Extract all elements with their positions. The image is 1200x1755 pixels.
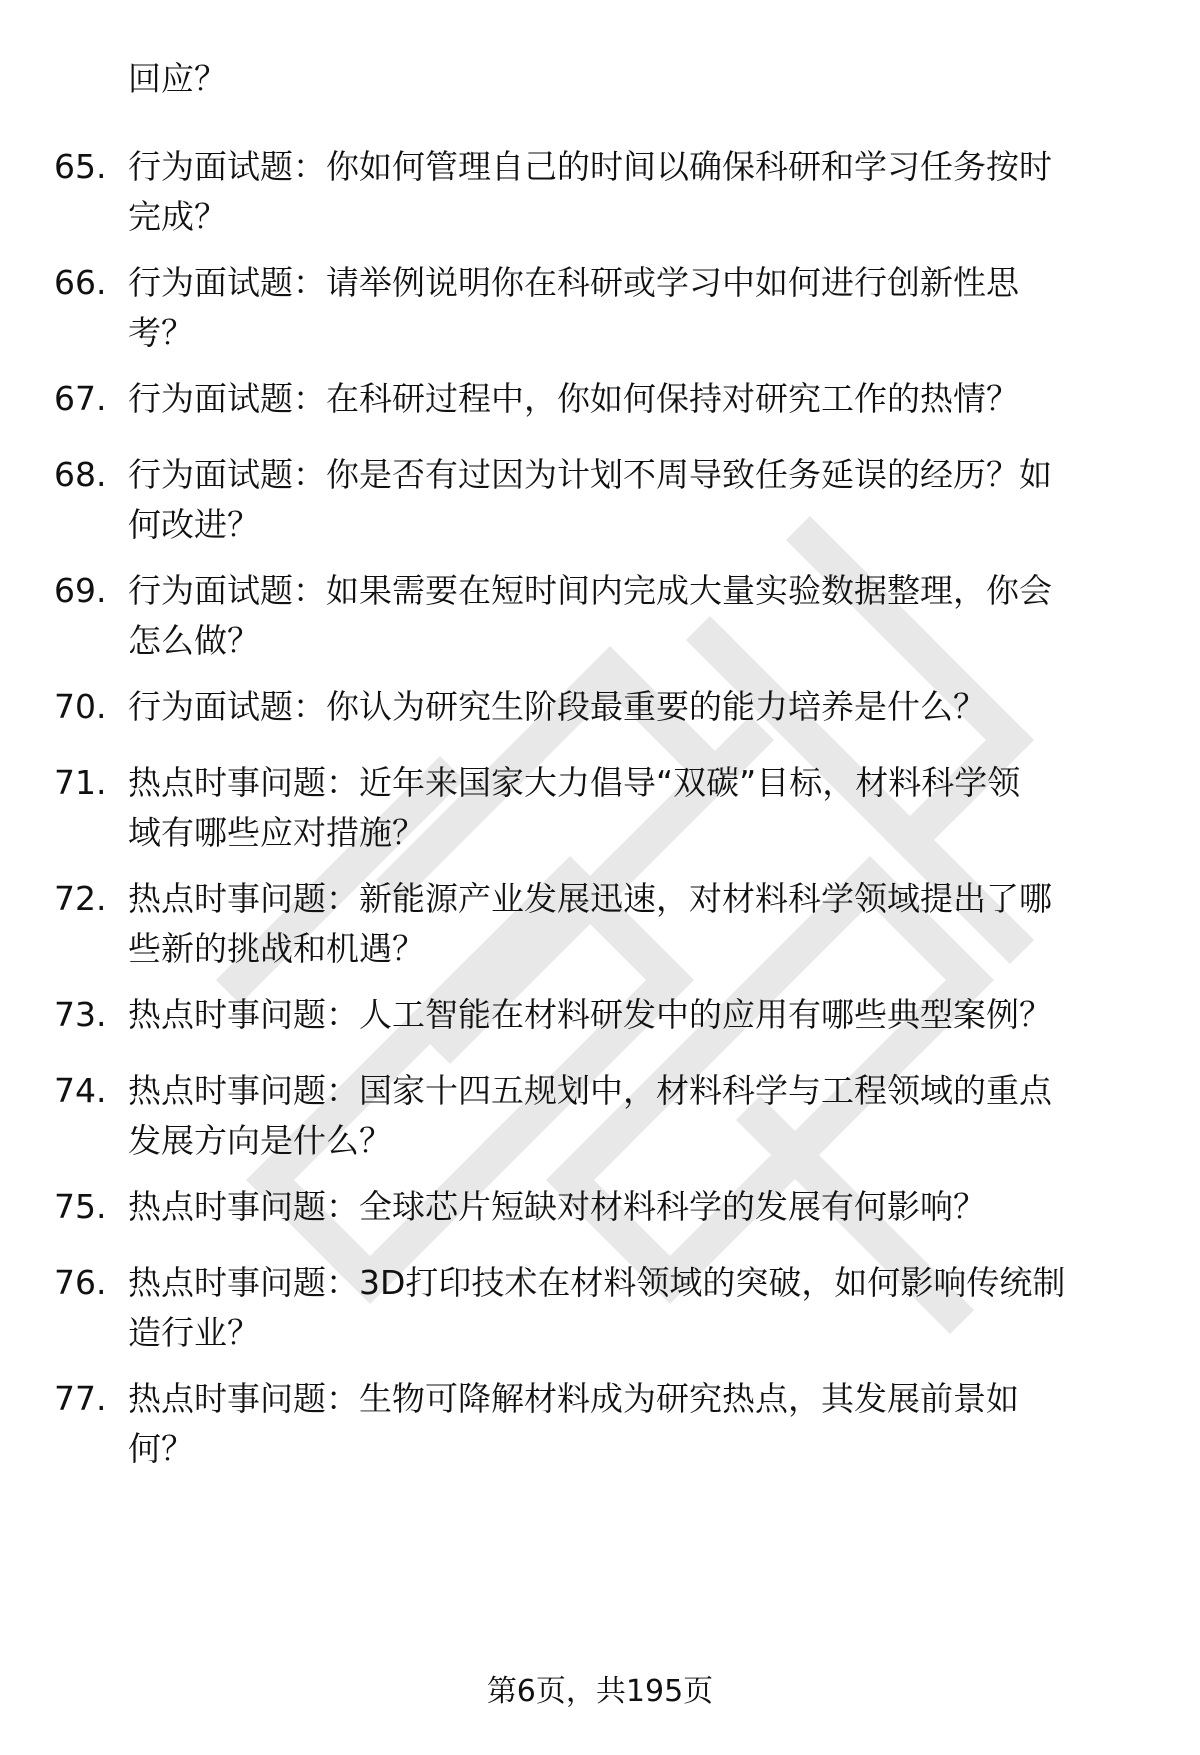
text-line: 行为面试题：如果需要在短时间内完成大量实验数据整理，你会	[128, 571, 1052, 610]
text-line: 热点时事问题：国家十四五规划中，材料科学与工程领域的重点	[128, 1071, 1052, 1110]
question-text	[128, 450, 1158, 550]
text-line: 些新的挑战和机遇？	[128, 929, 425, 968]
question-text	[128, 1066, 1158, 1166]
question-number: 67.	[54, 379, 107, 418]
text-line: 行为面试题：你认为研究生阶段最重要的能力培养是什么？	[128, 687, 986, 726]
question-text	[128, 682, 1158, 732]
text-line: 行为面试题：请举例说明你在科研或学习中如何进行创新性思	[128, 263, 1019, 302]
question-text	[128, 874, 1158, 974]
text-line: 何改进？	[128, 505, 260, 544]
text-line: 热点时事问题：全球芯片短缺对材料科学的发展有何影响？	[128, 1187, 986, 1226]
question-number: 72.	[54, 879, 107, 918]
text-line: 发展方向是什么？	[128, 1121, 392, 1160]
question-text	[128, 54, 1158, 104]
text-line: 造行业？	[128, 1313, 260, 1352]
text-line: 行为面试题：在科研过程中，你如何保持对研究工作的热情？	[128, 379, 1019, 418]
text-line: 怎么做？	[128, 621, 260, 660]
text-line: 热点时事问题：人工智能在材料研发中的应用有哪些典型案例？	[128, 995, 1052, 1034]
question-text	[128, 566, 1158, 666]
text-line: 考？	[128, 313, 194, 352]
question-text	[128, 1182, 1158, 1232]
text-line: 域有哪些应对措施？	[128, 813, 425, 852]
question-text	[128, 1258, 1158, 1358]
question-text	[128, 1374, 1158, 1474]
text-line: 何？	[128, 1429, 194, 1468]
text-line: 热点时事问题：3D打印技术在材料领域的突破，如何影响传统制	[128, 1263, 1066, 1302]
text-line: 行为面试题：你是否有过因为计划不周导致任务延误的经历？如	[128, 455, 1052, 494]
text-line: 回应？	[128, 59, 227, 98]
text-line: 行为面试题：你如何管理自己的时间以确保科研和学习任务按时	[128, 147, 1052, 186]
question-number: 74.	[54, 1071, 107, 1110]
question-number: 68.	[54, 455, 107, 494]
question-text	[128, 142, 1158, 242]
question-text	[128, 374, 1158, 424]
question-number: 70.	[54, 687, 107, 726]
question-number: 73.	[54, 995, 107, 1034]
question-number: 77.	[54, 1379, 107, 1418]
question-text	[128, 990, 1158, 1040]
text-line: 完成？	[128, 197, 227, 236]
question-number: 65.	[54, 147, 107, 186]
question-number: 75.	[54, 1187, 107, 1226]
question-number: 76.	[54, 1263, 107, 1302]
question-number: 71.	[54, 763, 107, 802]
question-number: 66.	[54, 263, 107, 302]
question-text	[128, 258, 1158, 358]
text-line: 热点时事问题：新能源产业发展迅速，对材料科学领域提出了哪	[128, 879, 1052, 918]
text-line: 热点时事问题：近年来国家大力倡导“双碳”目标，材料科学领	[128, 763, 1021, 802]
page-number-footer: 第6页，共195页	[486, 1674, 714, 1709]
question-number: 69.	[54, 571, 107, 610]
question-text	[128, 758, 1158, 858]
text-line: 热点时事问题：生物可降解材料成为研究热点，其发展前景如	[128, 1379, 1019, 1418]
